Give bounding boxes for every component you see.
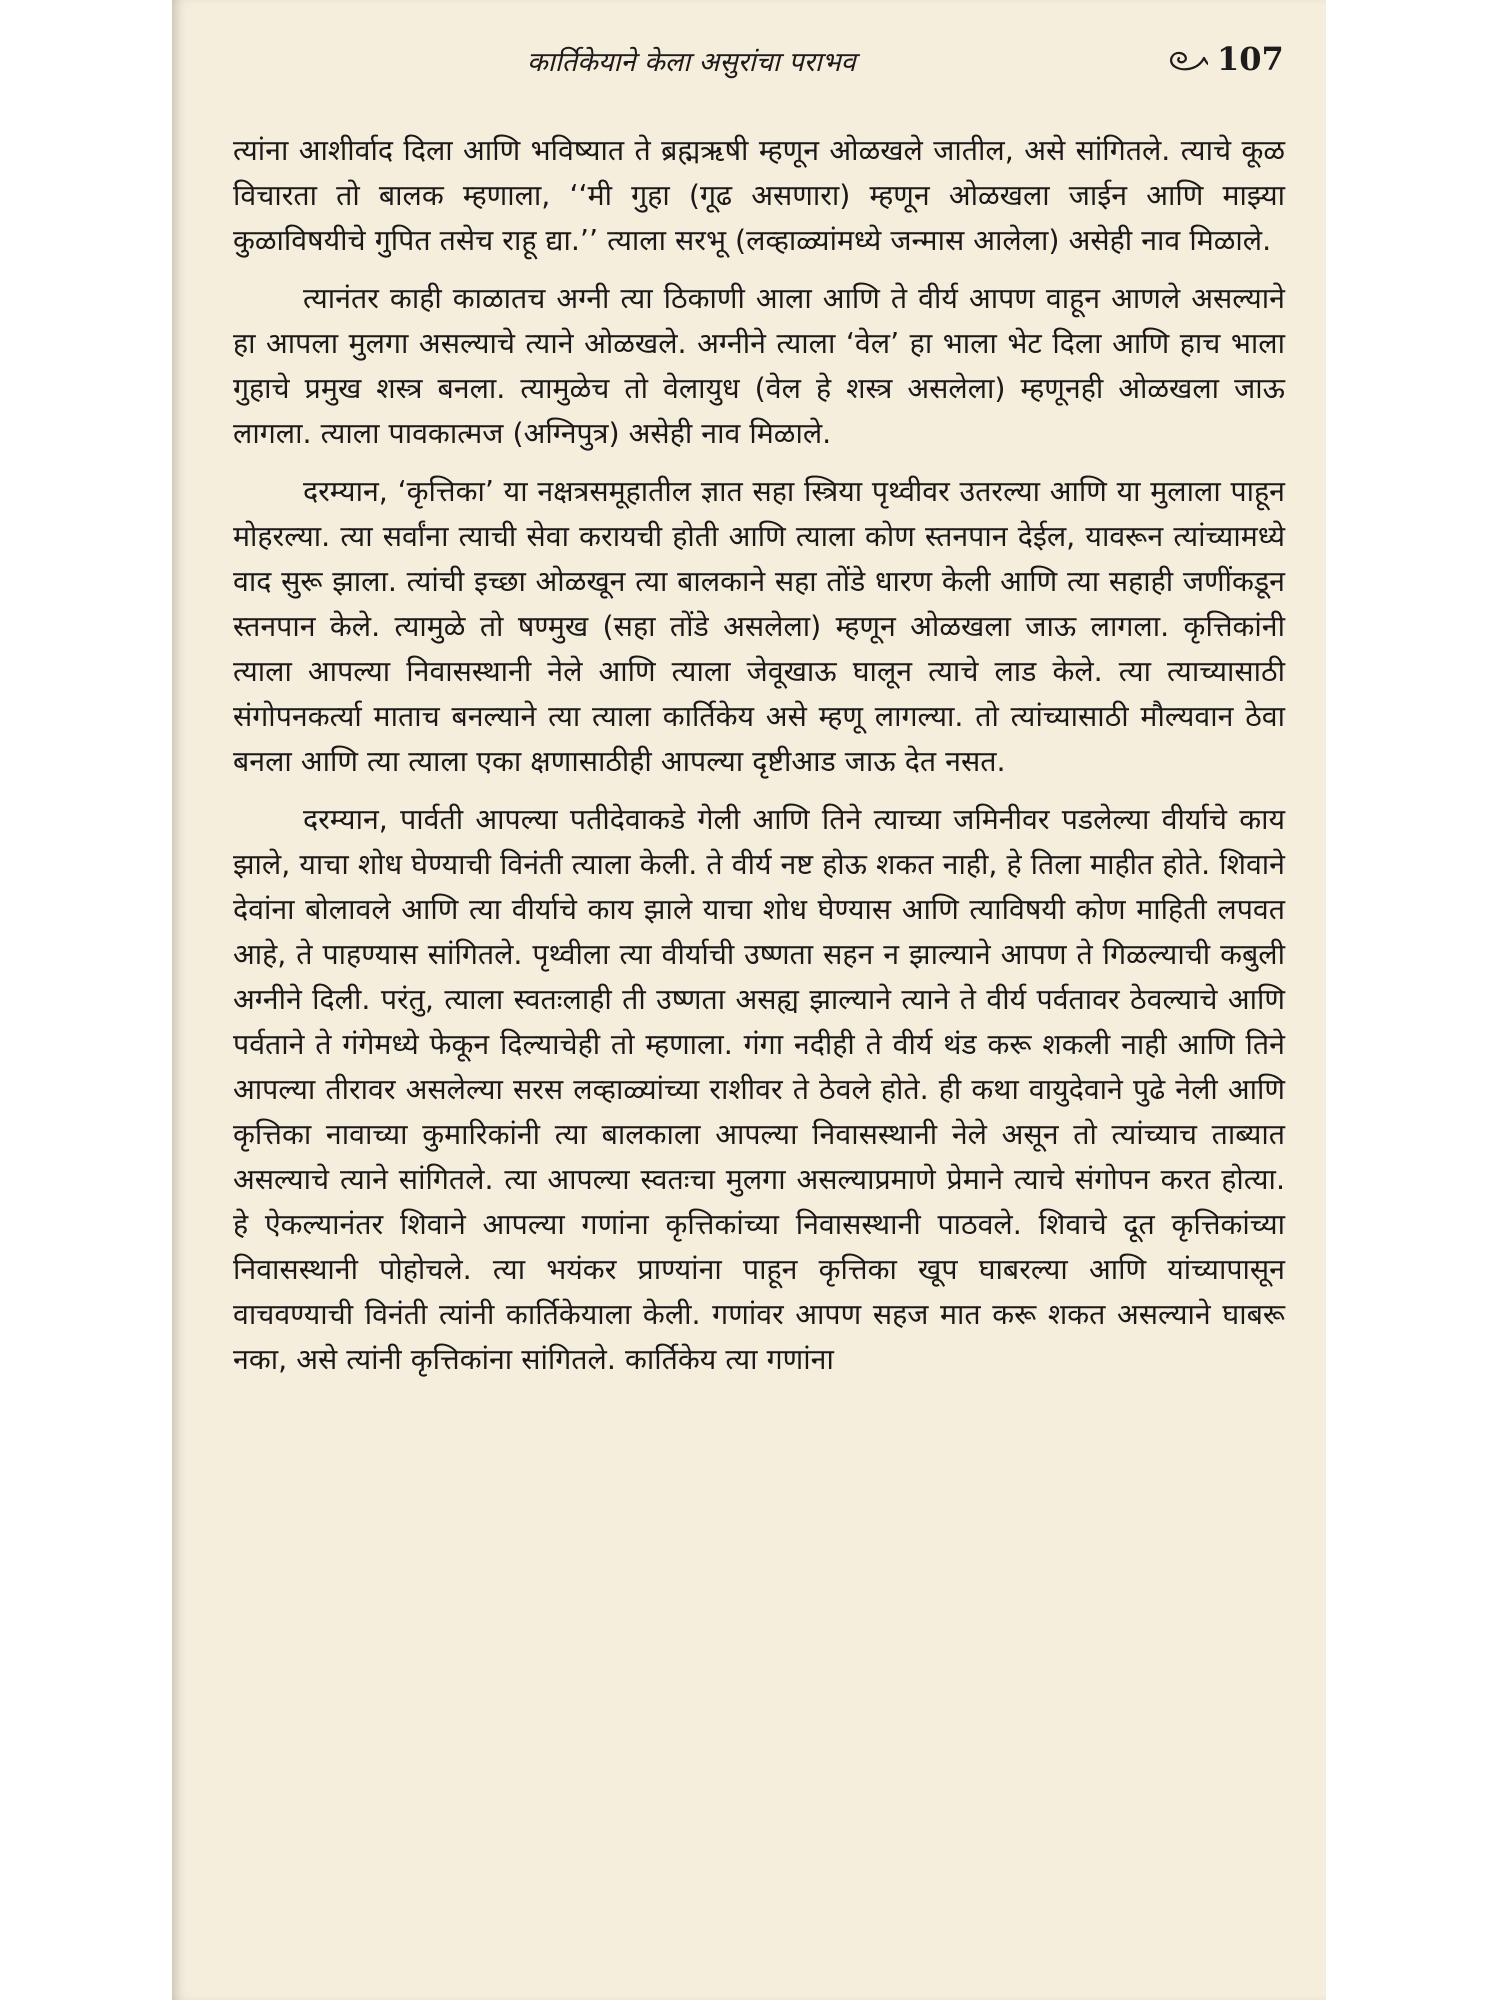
book-page [172,0,1326,2000]
paragraph: त्यांना आशीर्वाद दिला आणि भविष्यात ते ब्रह्मऋषी म्हणून ओळखले जातील, असे सांगितले. त्याचे कूळ विचारता तो बालक म्हणाला, ‘‘मी गुहा (गूढ असणारा) म्हणून ओळखला जाईन आणि माझ्या कुळाविषयीचे गुपित तसेच राहू द्या.’’ त्याला सरभू (लव्हाळ्यांमध्ये जन्मास आलेला) असेही नाव मिळाले. [233,134,1285,257]
paragraph: दरम्यान, ‘कृत्तिका’ या नक्षत्रसमूहातील ज्ञात सहा स्त्रिया पृथ्वीवर उतरल्या आणि या मुलाला पाहून मोहरल्या. त्या सर्वांना त्याची सेवा करायची होती आणि त्याला कोण स्तनपान देईल, यावरून त्यांच्यामध्ये वाद सुरू झाला. त्यांची इच्छा ओळखून त्या बालकाने सहा तोंडे धारण केली आणि त्या सहाही जणींकडून स्तनपान केले. त्यामुळे तो षण्मुख (सहा तोंडे असलेला) म्हणून ओळखला जाऊ लागला. कृत्तिकांनी त्याला आपल्या निवासस्थानी नेले आणि त्याला जेवूखाऊ घालून त्याचे लाड केले. त्या त्याच्यासाठी संगोपनकर्त्या माताच बनल्याने त्या त्याला कार्तिकेय असे म्हणू लागल्या. तो त्यांच्यासाठी मौल्यवान ठेवा बनला आणि त्या त्याला एका क्षणासाठीही आपल्या दृष्टीआड जाऊ देत नसत. [233,475,1285,778]
swirl-ornament-icon [1168,48,1208,76]
running-title: कार्तिकेयाने केला असुरांचा पराभव [527,47,856,78]
body-text [233,128,1285,1395]
paragraph: त्यानंतर काही काळातच अग्नी त्या ठिकाणी आला आणि ते वीर्य आपण वाहून आणले असल्याने हा आपला मुलगा असल्याचे त्याने ओळखले. अग्नीने त्याला ‘वेल’ हा भाला भेट दिला आणि हाच भाला गुहाचे प्रमुख शस्त्र बनला. त्यामुळेच तो वेलायुध (वेल हे शस्त्र असलेला) म्हणूनही ओळखला जाऊ लागला. त्याला पावकात्मज (अग्निपुत्र) असेही नाव मिळाले. [233,282,1285,450]
paragraph: दरम्यान, पार्वती आपल्या पतीदेवाकडे गेली आणि तिने त्याच्या जमिनीवर पडलेल्या वीर्याचे काय झाले, याचा शोध घेण्याची विनंती त्याला केली. ते वीर्य नष्ट होऊ शकत नाही, हे तिला माहीत होते. शिवाने देवांना बोलावले आणि त्या वीर्याचे काय झाले याचा शोध घेण्यास आणि त्याविषयी कोण माहिती लपवत आहे, ते पाहण्यास सांगितले. पृथ्वीला त्या वीर्याची उष्णता सहन न झाल्याने आपण ते गिळल्याची कबुली अग्नीने दिली. परंतु, त्याला स्वतःलाही ती उष्णता असह्य झाल्याने त्याने ते वीर्य पर्वतावर ठेवल्याचे आणि पर्वताने ते गंगेमध्ये फेकून दिल्याचेही तो म्हणाला. गंगा नदीही ते वीर्य थंड करू शकली नाही आणि तिने आपल्या तीरावर असलेल्या सरस लव्हाळ्यांच्या राशीवर ते ठेवले होते. ही कथा वायुदेवाने पुढे नेली आणि कृत्तिका नावाच्या कुमारिकांनी त्या बालकाला आपल्या निवासस्थानी नेले असून तो त्यांच्याच ताब्यात असल्याचे त्याने सांगितले. त्या आपल्या स्वतःचा मुलगा असल्याप्रमाणे प्रेमाने त्याचे संगोपन करत होत्या. हे ऐकल्यानंतर शिवाने आपल्या गणांना कृत्तिकांच्या निवासस्थानी पाठवले. शिवाचे दूत कृत्तिकांच्या निवासस्थानी पोहोचले. त्या भयंकर प्राण्यांना पाहून कृत्तिका खूप घाबरल्या आणि यांच्यापासून वाचवण्याची विनंती त्यांनी कार्तिकेयाला केली. गणांवर आपण सहज मात करू शकत असल्याने घाबरू नका, असे त्यांनी कृत्तिकांना सांगितले. कार्तिकेय त्या गणांना [233,803,1285,1376]
page-number: 107 [1217,40,1284,78]
page-header [172,42,1326,88]
